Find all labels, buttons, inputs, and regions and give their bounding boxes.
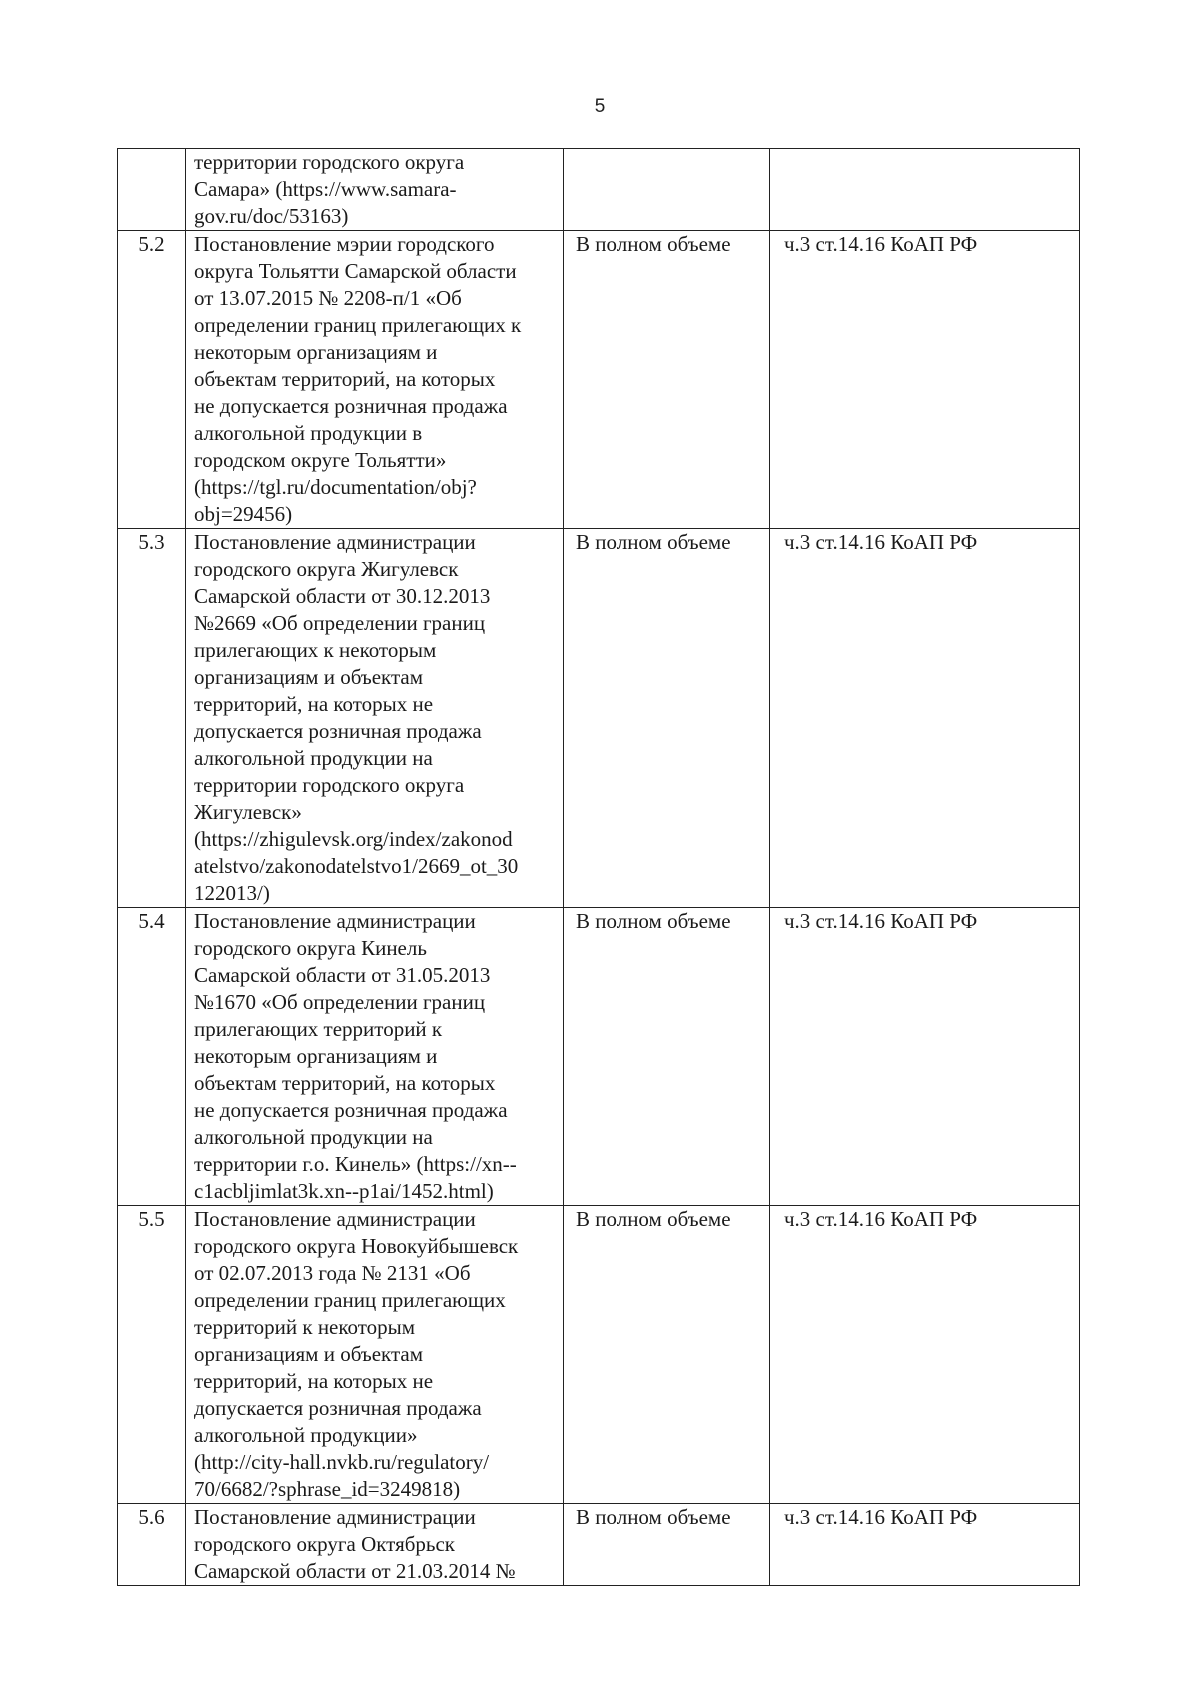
row-number: 5.3 — [118, 529, 186, 908]
liability-reference: ч.3 ст.14.16 КоАП РФ — [770, 1206, 1080, 1504]
table-row — [118, 149, 1080, 231]
table-row — [118, 908, 1080, 1206]
document-description: Постановление администрации городского округа Кинель Самарской области от 31.05.2013 №1670 «Об определении границ прилегающих территорий к некоторым организациям и объектам территорий, на которых не допускается розничная продажа алкогольной продукции на территории г.о. Кинель» (https://xn-- c1acbljimlat3k.xn--p1ai/1452.html) — [186, 908, 564, 1206]
document-description: территории городского округа Самара» (https://www.samara- gov.ru/doc/53163) — [186, 149, 564, 231]
row-number — [118, 149, 186, 231]
liability-reference — [770, 149, 1080, 231]
row-number: 5.2 — [118, 231, 186, 529]
document-description: Постановление мэрии городского округа Тольятти Самарской области от 13.07.2015 № 2208-п/1 «Об определении границ прилегающих к некоторым организациям и объектам территорий, на которых не допускается розничная продажа алкогольной продукции в городском округе Тольятти» (https://tgl.ru/documentation/obj? obj=29456) — [186, 231, 564, 529]
applicability-scope: В полном объеме — [564, 529, 770, 908]
table-row — [118, 231, 1080, 529]
applicability-scope: В полном объеме — [564, 231, 770, 529]
applicability-scope: В полном объеме — [564, 908, 770, 1206]
liability-reference: ч.3 ст.14.16 КоАП РФ — [770, 908, 1080, 1206]
applicability-scope — [564, 149, 770, 231]
row-number: 5.5 — [118, 1206, 186, 1504]
document-description: Постановление администрации городского округа Октябрьск Самарской области от 21.03.2014 № — [186, 1504, 564, 1586]
document-description: Постановление администрации городского округа Новокуйбышевск от 02.07.2013 года № 2131 «Об определении границ прилегающих территорий к некоторым организациям и объектам территорий, на которых не допускается розничная продажа алкогольной продукции» (http://city-hall.nvkb.ru/regulatory/ 70/6682/?sphrase_id=3249818) — [186, 1206, 564, 1504]
regulations-table — [117, 148, 1080, 1586]
page-number: 5 — [594, 96, 606, 117]
row-number: 5.4 — [118, 908, 186, 1206]
document-description: Постановление администрации городского округа Жигулевск Самарской области от 30.12.2013 №2669 «Об определении границ прилегающих к некоторым организациям и объектам территорий, на которых не допускается розничная продажа алкогольной продукции на территории городского округа Жигулевск» (https://zhigulevsk.org/index/zakonod atelstvo/zakonodatelstvo1/2669_ot_30 122013/) — [186, 529, 564, 908]
liability-reference: ч.3 ст.14.16 КоАП РФ — [770, 231, 1080, 529]
table-row — [118, 1206, 1080, 1504]
applicability-scope: В полном объеме — [564, 1504, 770, 1586]
liability-reference: ч.3 ст.14.16 КоАП РФ — [770, 1504, 1080, 1586]
applicability-scope: В полном объеме — [564, 1206, 770, 1504]
table-row — [118, 1504, 1080, 1586]
liability-reference: ч.3 ст.14.16 КоАП РФ — [770, 529, 1080, 908]
row-number: 5.6 — [118, 1504, 186, 1586]
table-row — [118, 529, 1080, 908]
